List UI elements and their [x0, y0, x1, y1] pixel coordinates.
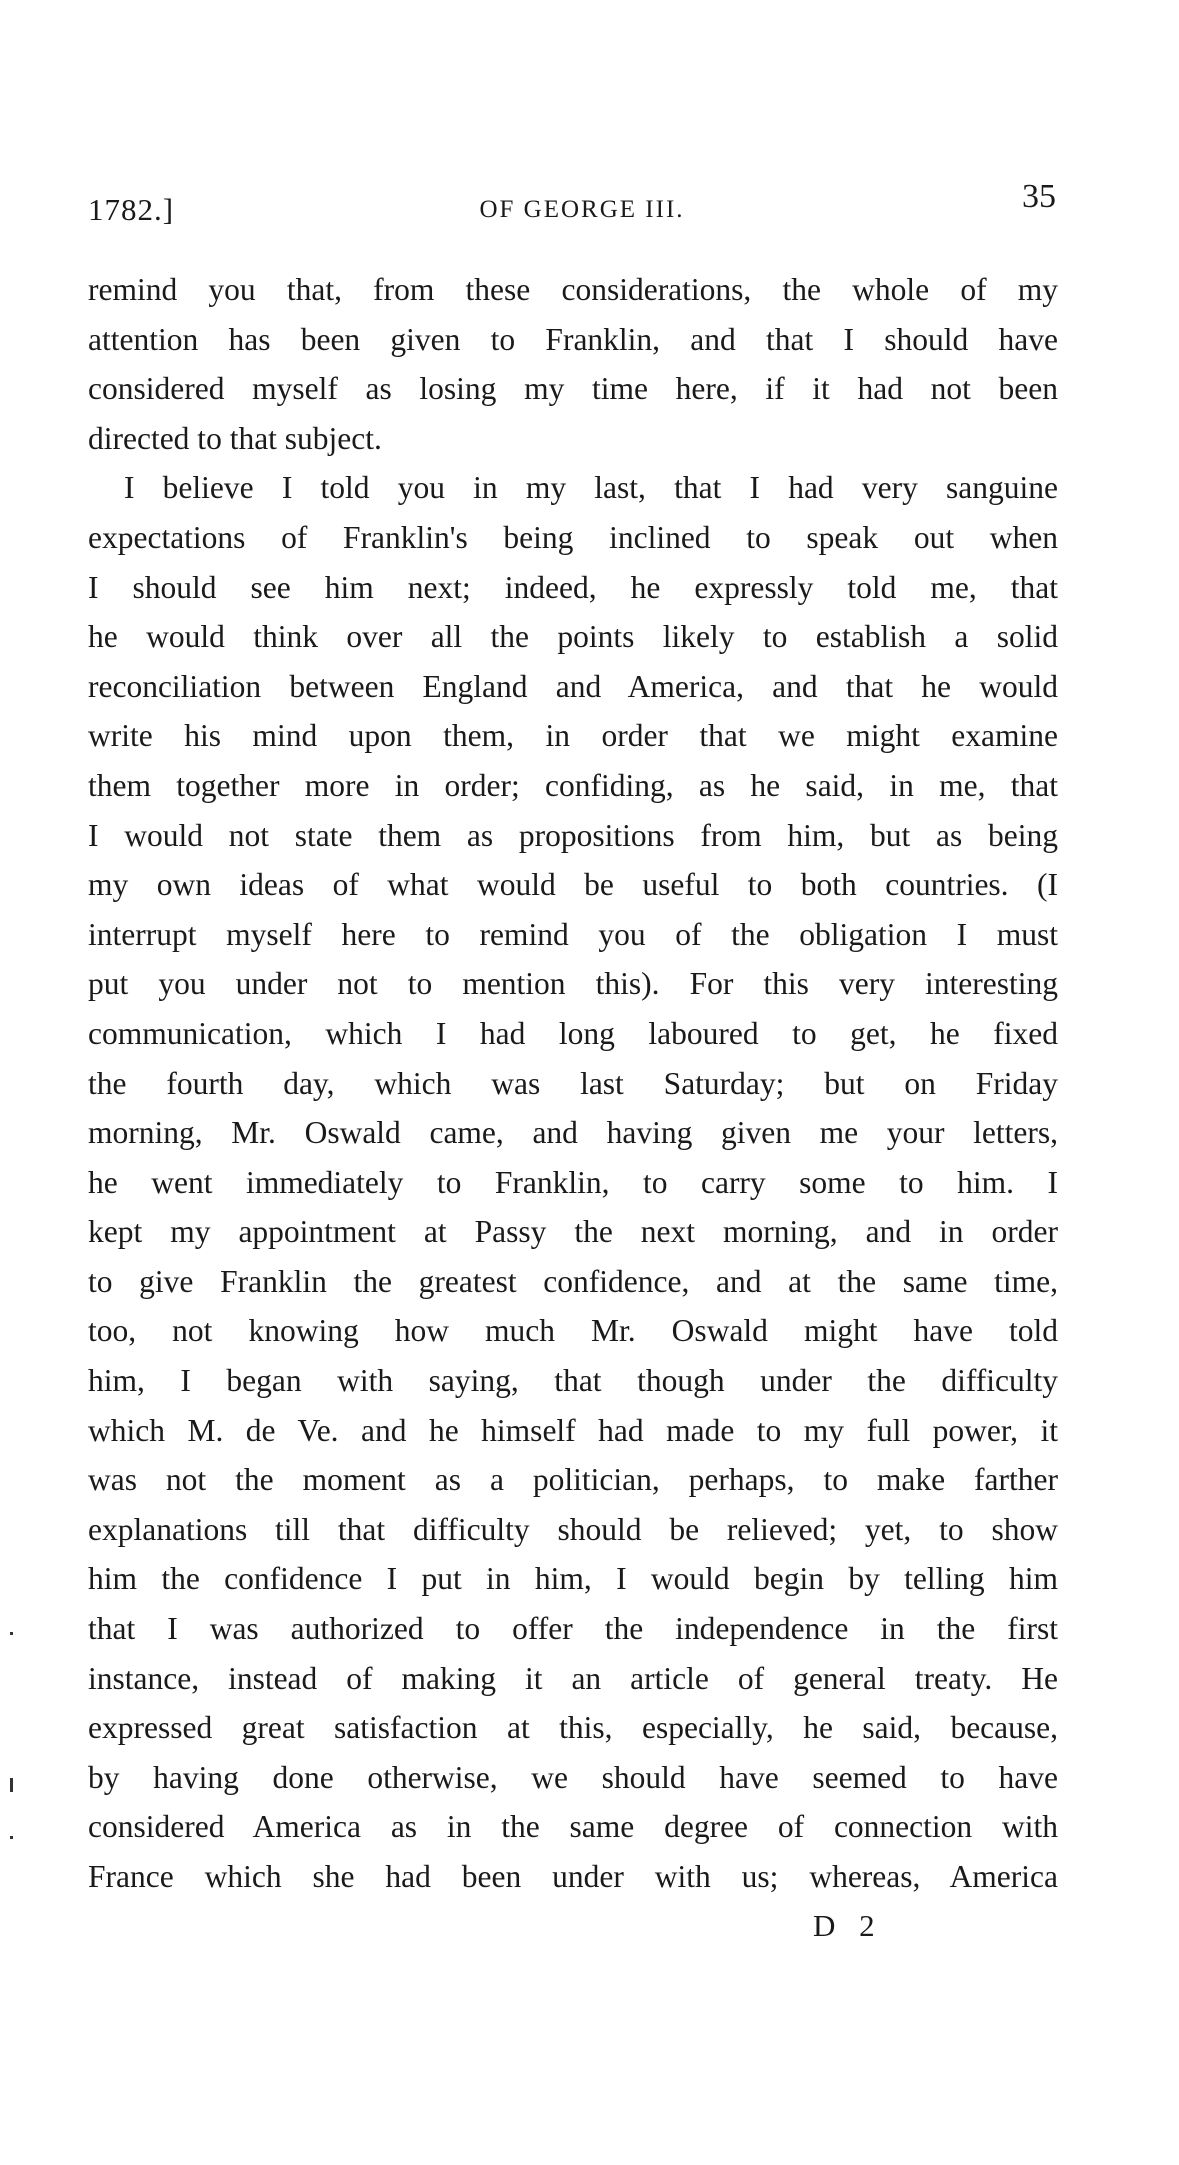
running-head-title: OF GEORGE III.: [479, 196, 685, 223]
text-line: to give Franklin the greatest confidence, and at the same time,: [88, 1263, 1058, 1299]
text-line: him, I began with saying, that though under the difficulty: [88, 1363, 1058, 1399]
margin-speck: [10, 1836, 13, 1839]
signature-mark: D 2: [813, 1908, 883, 1943]
running-head: [88, 178, 1056, 228]
text-line: morning, Mr. Oswald came, and having given me your letters,: [88, 1115, 1058, 1151]
text-line: which M. de Ve. and he himself had made to my full power, it: [88, 1412, 1058, 1448]
text-line: I should see him next; indeed, he expressly told me, that: [88, 569, 1058, 605]
text-line: expectations of Franklin's being inclined to speak out when: [88, 519, 1058, 555]
text-line: write his mind upon them, in order that we might examine: [88, 718, 1058, 754]
text-line: too, not knowing how much Mr. Oswald might have told: [88, 1313, 1058, 1349]
text-line: considered myself as losing my time here, if it had not been: [88, 371, 1058, 407]
margin-speck: [10, 1778, 13, 1792]
body-text: [88, 265, 1058, 1902]
text-line: was not the moment as a politician, perhaps, to make farther: [88, 1462, 1058, 1498]
page-number: 35: [1022, 178, 1056, 215]
text-line: explanations till that difficulty should be relieved; yet, to show: [88, 1511, 1058, 1547]
text-line: I believe I told you in my last, that I had very sanguine: [124, 470, 1058, 506]
text-line: them together more in order; confiding, as he said, in me, that: [88, 767, 1058, 803]
text-line: kept my appointment at Passy the next morning, and in order: [88, 1214, 1058, 1250]
text-line: that I was authorized to offer the independence in the first: [88, 1611, 1058, 1647]
text-line: put you under not to mention this). For this very interesting: [88, 966, 1058, 1002]
text-line: interrupt myself here to remind you of the obligation I must: [88, 916, 1058, 952]
text-line: I would not state them as propositions from him, but as being: [88, 817, 1058, 853]
text-line: reconciliation between England and America, and that he would: [88, 668, 1058, 704]
text-line: by having done otherwise, we should have seemed to have: [88, 1759, 1058, 1795]
text-line: my own ideas of what would be useful to both countries. (I: [88, 867, 1058, 903]
text-line: France which she had been under with us; whereas, America: [88, 1859, 1058, 1894]
text-line: instance, instead of making it an article of general treaty. He: [88, 1660, 1058, 1696]
text-line: communication, which I had long laboured to get, he fixed: [88, 1015, 1058, 1051]
text-line: expressed great satisfaction at this, especially, he said, because,: [88, 1710, 1058, 1746]
margin-speck: [10, 1632, 13, 1635]
text-line: him the confidence I put in him, I would begin by telling him: [88, 1561, 1058, 1597]
running-head-year: 1782.]: [88, 192, 175, 227]
text-line: he went immediately to Franklin, to carry some to him. I: [88, 1164, 1058, 1200]
text-line: remind you that, from these considerations, the whole of my: [88, 272, 1058, 307]
text-line: the fourth day, which was last Saturday; but on Friday: [88, 1065, 1058, 1101]
text-line: attention has been given to Franklin, and that I should have: [88, 321, 1058, 357]
text-line: he would think over all the points likely to establish a solid: [88, 619, 1058, 655]
text-line: considered America as in the same degree of connection with: [88, 1809, 1058, 1845]
text-line: directed to that subject.: [88, 420, 382, 456]
